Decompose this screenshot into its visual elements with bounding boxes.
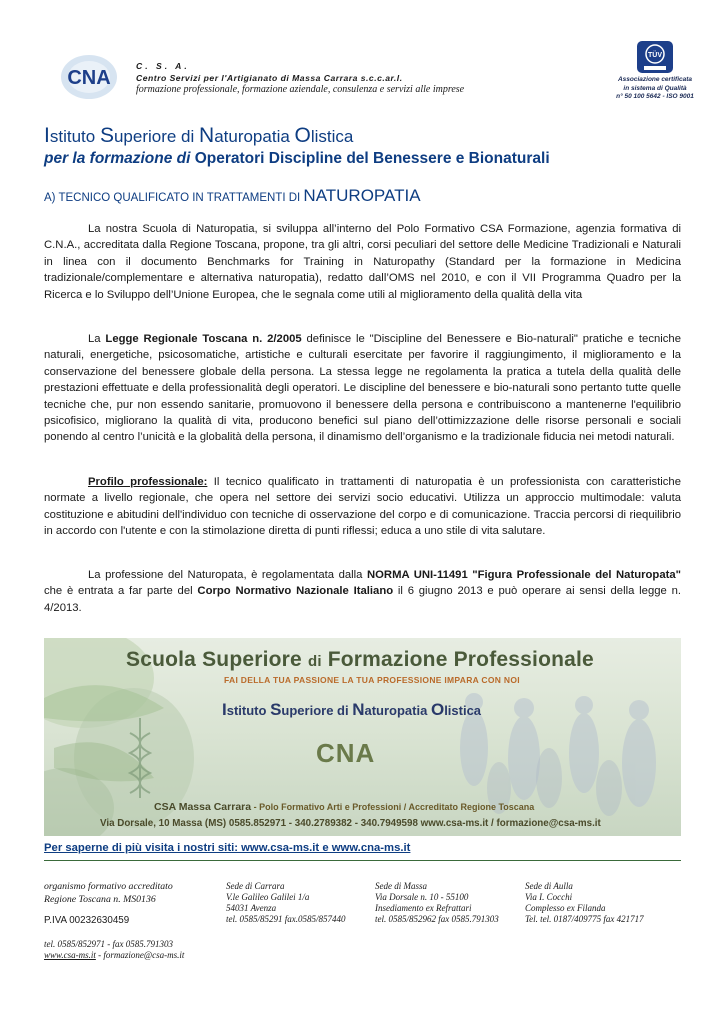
- cert-line-1: Associazione certificata: [617, 76, 693, 83]
- footer-web-mail: [44, 950, 224, 961]
- banner-cap-s: S: [270, 700, 282, 719]
- footer-col-organismo: [44, 880, 224, 961]
- footer-organismo-line2: Regione Toscana n. MS0136: [44, 894, 156, 905]
- banner-title-di: di: [307, 653, 322, 670]
- banner-cap-i: I: [222, 700, 227, 719]
- title-word-naturopatia: aturopatia: [214, 127, 295, 146]
- cert-line-2: in sistema di Qualità: [623, 84, 687, 92]
- banner-title-a: Scuola Superiore: [126, 648, 308, 671]
- banner-word-istituto: stituto: [226, 703, 271, 718]
- header-text: [136, 60, 576, 96]
- page-subtitle: [44, 150, 550, 168]
- header-line-centro-servizi: Centro Servizi per l'Artigianato di Massa Carrara s.c.c.ar.l.: [136, 73, 403, 83]
- banner-word-olistica: listica: [444, 703, 482, 718]
- subtitle-italic: per la formazione di: [44, 150, 191, 167]
- title-word-superiore: uperiore di: [113, 127, 200, 146]
- websites-link[interactable]: Per saperne di più visita i nostri siti: www.csa-ms.it e www.cna-ms.it: [44, 842, 411, 854]
- paragraph-intro: La nostra Scuola di Naturopatia, si sviluppa all’interno del Polo Formativo CSA Formazione, agenzia formativa di C.N.A., accreditata dalla Regione Toscana, propone, tra gli altri, corsi peculiari del settore delle Medicine Tradizionali e Naturali in linea con il documento Benchmarks for Training in Naturopathy (Standard per la formazione in Medicina tradizionale/complementare e alternativa naturopatia), redatto dall’OMS nel 2010, e con il VII Programma Quadro per la Ricerca e lo Sviluppo dell’Unione Europea, che le segnala come utili al miglioramento della qualità della vita: [44, 223, 681, 301]
- footer-col-massa: [375, 881, 520, 925]
- title-cap-o: O: [294, 124, 311, 147]
- footer-carrara-line4: tel. 0585/85291 fax.0585/857440: [226, 914, 346, 924]
- banner-word-naturopatia: aturopatia: [364, 703, 431, 718]
- banner-csa-name: CSA Massa Carrara: [154, 801, 252, 813]
- p2-legge-bold: Legge Regionale Toscana n. 2/2005: [105, 333, 302, 345]
- banner-slogan: FAI DELLA TUA PASSIONE LA TUA PROFESSIONE IMPARA CON NOI: [224, 675, 520, 685]
- cna-logo: [58, 52, 120, 102]
- banner-contacts-line: Via Dorsale, 10 Massa (MS) 0585.852971 - 340.2789382 - 340.7949598 www.csa-ms.it / formazione@csa-ms.it: [100, 818, 601, 829]
- section-heading-prefix: A) TECNICO QUALIFICATO IN TRATTAMENTI DI: [44, 192, 304, 204]
- footer-carrara-line2: V.le Galileo Galilei 1/a: [226, 892, 310, 902]
- p3-body: Il tecnico qualificato in trattamenti di naturopatia è un professionista con caratteristiche normate a livello regionale, che opera nel settore dei servizi socio educativi. Utilizza un approccio multimodale: valuta costituzione e abitudini dell'individuo con tecniche di osservazione del corpo e di comunicazione. Traccia percorsi di riequilibrio in accordo con l'utente e con la stimolazione diretta di punti riflessi; educa a uno stile di vita salutare.: [44, 476, 682, 538]
- footer-massa-line1: Sede di Massa: [375, 881, 427, 891]
- footer-piva: P.IVA 00232630459: [44, 915, 130, 926]
- footer-carrara-line1: Sede di Carrara: [226, 881, 285, 891]
- paragraph-legge-regionale: [44, 331, 681, 446]
- p4-corpo-bold: Corpo Normativo Nazionale Italiano: [197, 585, 394, 598]
- p4-lead: La professione del Naturopata, è regolamentata dalla: [88, 569, 367, 581]
- paragraph-norma-uni: [44, 567, 681, 616]
- footer-tel-fax: tel. 0585/852971 - fax 0585.791303: [44, 939, 173, 949]
- section-heading: [44, 186, 421, 206]
- title-word-olistica: listica: [310, 127, 354, 146]
- footer-massa-line4: tel. 0585/852962 fax 0585.791303: [375, 914, 499, 924]
- p3-label: Profilo professionale:: [88, 476, 208, 488]
- banner-cap-o: O: [430, 700, 445, 719]
- header-line-csa: C. S. A.: [136, 61, 190, 71]
- footer-aulla-line3: Complesso ex Filanda: [525, 903, 606, 913]
- title-cap-i: I: [44, 124, 50, 147]
- footer-organismo-line1: organismo formativo accreditato: [44, 881, 173, 892]
- cert-line-3: n° 50 100 5642 - ISO 9001: [616, 93, 694, 100]
- page-title: [44, 124, 353, 148]
- footer-massa-line2: Via Dorsale n. 10 - 55100: [375, 892, 469, 902]
- footer-web-link[interactable]: www.csa-ms.it: [44, 950, 96, 960]
- section-heading-naturopatia: NATUROPATIA: [303, 186, 421, 205]
- footer-mail: - formazione@csa-ms.it: [95, 950, 185, 960]
- banner-cna: CNA: [316, 738, 376, 768]
- p2-body: definisce le "Discipline del Benessere e Bio-naturali" pratiche e tecniche naturali, energetiche, psicosomatiche, artistiche e culturali esercitate per favorire il raggiungimento, il miglioramento e la conservazione del benessere globale della persona. La stessa legge ne regolamenta la pratica a tutela della qualità delle prestazioni effettuate e della professionalità degli operatori. Le discipline del benessere e bio-naturali sono pertanto tutte quelle tecniche che, pur non essendo sanitarie, promuovono il benessere della persona e contribuiscono a mantenerne l'equilibrio psicofisico, migliorano la qualità di vita, producono benefici sul piano dell’ottimizzazione delle risorse personali e sociali ponendo al centro l’unicità e la globalità della persona, il dinamismo dell’organismo e la tradizionale fiducia nei metodi naturali.: [44, 333, 681, 444]
- title-cap-n: N: [199, 124, 215, 147]
- paragraph-profilo-professionale: [44, 474, 681, 540]
- p2-lead: La: [88, 333, 106, 345]
- footer-divider: [44, 860, 681, 861]
- title-word-istituto: stituto: [49, 127, 100, 146]
- tuv-certification-logo: [636, 40, 674, 74]
- subtitle-rest: Operatori Discipline del Benessere e Bionaturali: [190, 150, 550, 167]
- p4-norma-bold: NORMA UNI-11491 "Figura Professionale del Naturopata": [366, 569, 682, 581]
- tuv-logo-text: TÜV: [648, 52, 662, 59]
- cna-logo-text: CNA: [67, 67, 111, 89]
- p4-end: il 6 giugno 2013 e può operare ai sensi della legge n. 4/2013.: [44, 585, 681, 614]
- banner-title-b: Formazione Professionale: [321, 648, 594, 671]
- footer-massa-line3: Insediamento ex Refrattari: [375, 903, 472, 913]
- footer-carrara-line3: 54031 Avenza: [226, 903, 277, 913]
- footer-aulla-line1: Sede di Aulla: [525, 881, 573, 891]
- promo-banner: [44, 638, 681, 836]
- banner-csa-desc: - Polo Formativo Arti e Professioni / Accreditato Regione Toscana: [251, 802, 535, 812]
- footer-col-carrara: [226, 881, 371, 925]
- p4-mid: che è entrata a far parte del: [44, 585, 198, 598]
- footer-aulla-line2: Via I. Cocchi: [525, 892, 573, 902]
- footer-col-aulla: [525, 881, 685, 925]
- banner-word-superiore: uperiore di: [281, 703, 353, 718]
- certification-text: [600, 76, 710, 102]
- header-line-formazione: formazione professionale, formazione aziendale, consulenza e servizi alle imprese: [136, 84, 465, 95]
- banner-title: [126, 648, 594, 672]
- banner-csa-line: [154, 801, 534, 813]
- footer-aulla-line4: Tel. tel. 0187/409775 fax 421717: [525, 914, 644, 924]
- title-cap-s: S: [99, 124, 114, 147]
- banner-istituto: [222, 700, 481, 720]
- banner-cap-n: N: [352, 700, 365, 719]
